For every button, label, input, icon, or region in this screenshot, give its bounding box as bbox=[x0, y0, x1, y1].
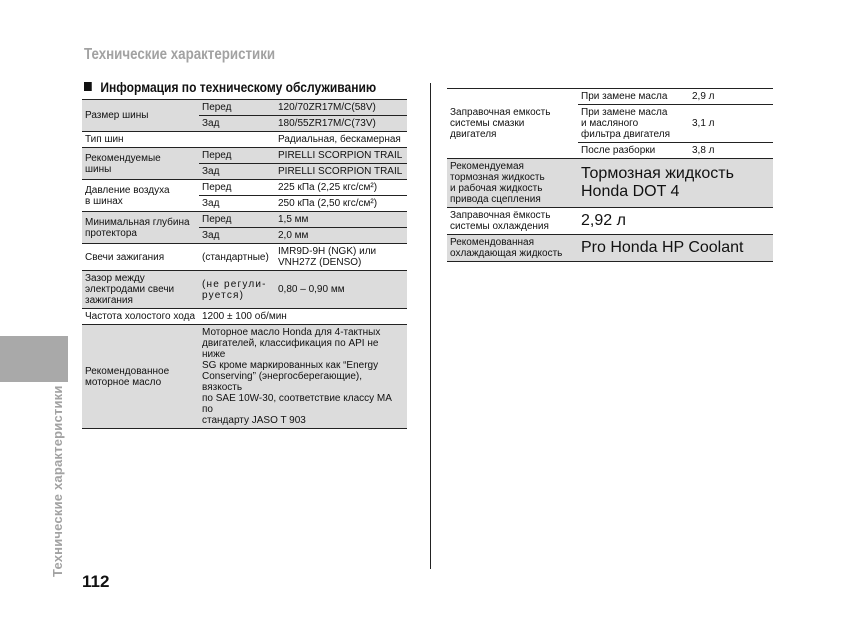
row-value: 180/55ZR17M/C(73V) bbox=[278, 118, 376, 129]
table-row-brake-fluid bbox=[447, 158, 773, 207]
row-value: Тормозная жидкость Honda DOT 4 bbox=[581, 165, 734, 200]
row-label: Рекомендованное моторное масло bbox=[85, 365, 170, 388]
row-value: PIRELLI SCORPION TRAIL bbox=[278, 150, 403, 161]
table-row-tire-size bbox=[82, 99, 407, 131]
square-bullet-icon bbox=[84, 82, 92, 91]
row-sub-label: Перед bbox=[202, 150, 232, 161]
sub-row bbox=[578, 104, 773, 142]
section-heading-text: Информация по техническому обслуживанию bbox=[100, 79, 377, 95]
row-label: Рекомендованная охлаждающая жидкость bbox=[450, 237, 563, 259]
row-value: 1,5 мм bbox=[278, 214, 309, 225]
row-sub-label: Перед bbox=[202, 182, 232, 193]
table-row-coolant-capacity bbox=[447, 207, 773, 234]
row-label: Зазор между электродами свечи зажигания bbox=[85, 273, 175, 306]
table-row-tread-depth bbox=[82, 211, 407, 243]
row-value: 120/70ZR17M/C(58V) bbox=[278, 102, 376, 113]
row-value: Радиальная, бескамерная bbox=[278, 134, 401, 145]
table-row-spark-plugs bbox=[82, 243, 407, 270]
table-row-plug-gap bbox=[82, 270, 407, 308]
row-sub-label: Перед bbox=[202, 214, 232, 225]
row-label: Давление воздуха в шинах bbox=[85, 184, 170, 207]
section-heading bbox=[84, 79, 376, 95]
side-tab-marker bbox=[0, 336, 68, 382]
row-condition: При замене масла и масляного фильтра двигателя bbox=[581, 107, 671, 140]
row-value: 250 кПа (2,50 кгс/см²) bbox=[278, 198, 378, 209]
row-value: 2,0 мм bbox=[278, 230, 309, 241]
row-label: Размер шины bbox=[85, 110, 149, 121]
row-sub-label: Зад bbox=[202, 118, 220, 129]
row-condition: При замене масла bbox=[581, 91, 668, 102]
row-value: PIRELLI SCORPION TRAIL bbox=[278, 166, 403, 177]
sub-row bbox=[578, 142, 773, 158]
table-row-tire-pressure bbox=[82, 179, 407, 211]
row-value: 225 кПа (2,25 кгс/см²) bbox=[278, 182, 378, 193]
row-sub-label: Зад bbox=[202, 198, 220, 209]
table-row-engine-oil bbox=[82, 324, 407, 429]
table-row-idle-speed bbox=[82, 308, 407, 324]
side-section-label: Технические характеристики bbox=[50, 385, 65, 577]
row-label: Рекомендуемые шины bbox=[85, 152, 161, 175]
row-label: Заправочная емкость системы смазки двигателя bbox=[450, 107, 551, 140]
row-value: 3,8 л bbox=[692, 145, 715, 156]
row-value: Моторное масло Honda для 4-тактных двигателей, классификация по API не ниже SG кроме маркированных как “Energy Conserving” (энергосберегающие), вязкость по SAE 10W-30, соответствие классу MA по стандарту JASO T 903 bbox=[202, 327, 392, 426]
column-divider bbox=[430, 83, 431, 569]
table-row-tire-type bbox=[82, 131, 407, 147]
row-label: Заправочная ёмкость системы охлаждения bbox=[450, 210, 551, 232]
table-row-recommended-tires bbox=[82, 147, 407, 179]
row-sub-label: Зад bbox=[202, 166, 220, 177]
table-row-coolant bbox=[447, 234, 773, 262]
row-value: Pro Honda HP Coolant bbox=[581, 239, 744, 256]
page-header-title: Технические характеристики bbox=[84, 46, 276, 63]
row-label: Рекомендуемая тормозная жидкость и рабочая жидкость привода сцепления bbox=[450, 161, 545, 205]
row-sub-label: (не регули- руется) bbox=[202, 278, 267, 301]
row-label: Свечи зажигания bbox=[85, 251, 165, 263]
page-number: 112 bbox=[82, 572, 110, 591]
row-value: 3,1 л bbox=[692, 118, 715, 129]
row-label: Тип шин bbox=[85, 134, 124, 145]
row-value: 1200 ± 100 об/мин bbox=[202, 311, 287, 322]
row-condition: После разборки bbox=[581, 145, 656, 156]
row-value: IMR9D-9H (NGK) или VNH27Z (DENSO) bbox=[278, 246, 377, 268]
row-label: Частота холостого хода bbox=[85, 311, 196, 322]
table-row-oil-capacity bbox=[447, 88, 773, 158]
row-sub-label: Перед bbox=[202, 102, 232, 113]
sub-row bbox=[578, 89, 773, 104]
row-value: 0,80 – 0,90 мм bbox=[278, 284, 345, 295]
row-value: 2,9 л bbox=[692, 91, 715, 102]
maintenance-spec-table bbox=[82, 99, 407, 429]
row-sub-label: (стандартные) bbox=[202, 251, 269, 263]
row-sub-label: Зад bbox=[202, 230, 220, 241]
row-value: 2,92 л bbox=[581, 212, 626, 229]
row-label: Минимальная глубина протектора bbox=[85, 216, 190, 239]
capacities-table bbox=[447, 88, 773, 262]
